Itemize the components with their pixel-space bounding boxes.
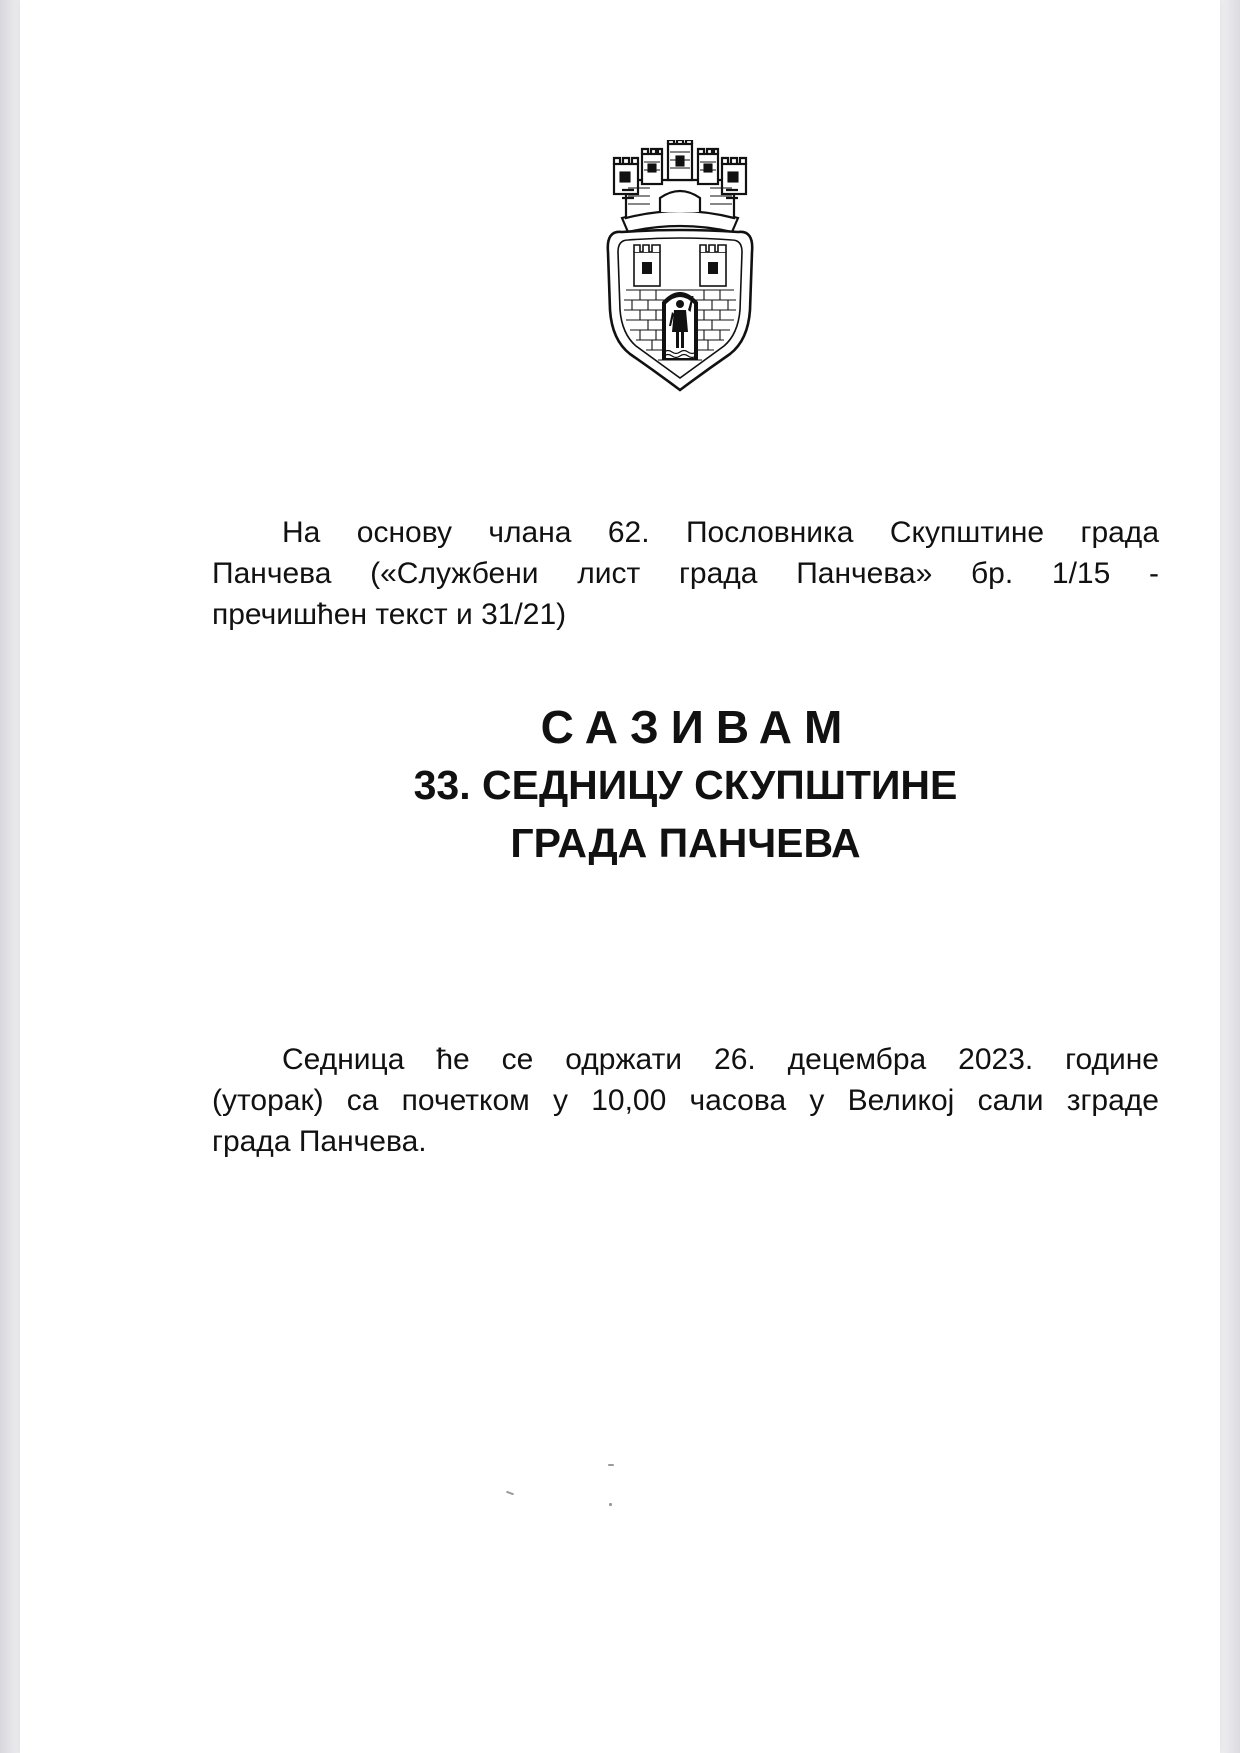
- scan-border-left: [0, 0, 20, 1753]
- scan-speck: [608, 1464, 614, 1466]
- legal-basis-paragraph: [212, 512, 1159, 635]
- document-page: [20, 0, 1220, 1753]
- session-details-line-3: града Панчева.: [212, 1125, 427, 1158]
- coat-of-arms-icon: [600, 140, 760, 395]
- session-details-paragraph: [212, 1039, 1159, 1162]
- legal-basis-line-1: На основу члана 62. Пословника Скупштине града: [282, 516, 1159, 549]
- session-title-line-1: 33. СЕДНИЦУ СКУПШТИНЕ: [413, 762, 958, 808]
- scan-speck: [506, 1491, 514, 1496]
- scan-border-right: [1220, 0, 1240, 1753]
- session-details-line-1: Седница ће се одржати 26. децембра 2023. године: [282, 1043, 1159, 1076]
- scan-speck: [609, 1503, 612, 1506]
- session-title-line-2: ГРАДА ПАНЧЕВА: [510, 820, 861, 866]
- session-details-line-2: (уторак) са почетком у 10,00 часова у Великој сали зграде: [212, 1084, 1159, 1117]
- legal-basis-line-2: Панчева («Службени лист града Панчева» бр. 1/15 -: [212, 557, 1159, 590]
- legal-basis-line-3: пречишћен текст и 31/21): [212, 598, 567, 631]
- convocation-heading: САЗИВАМ: [540, 701, 855, 753]
